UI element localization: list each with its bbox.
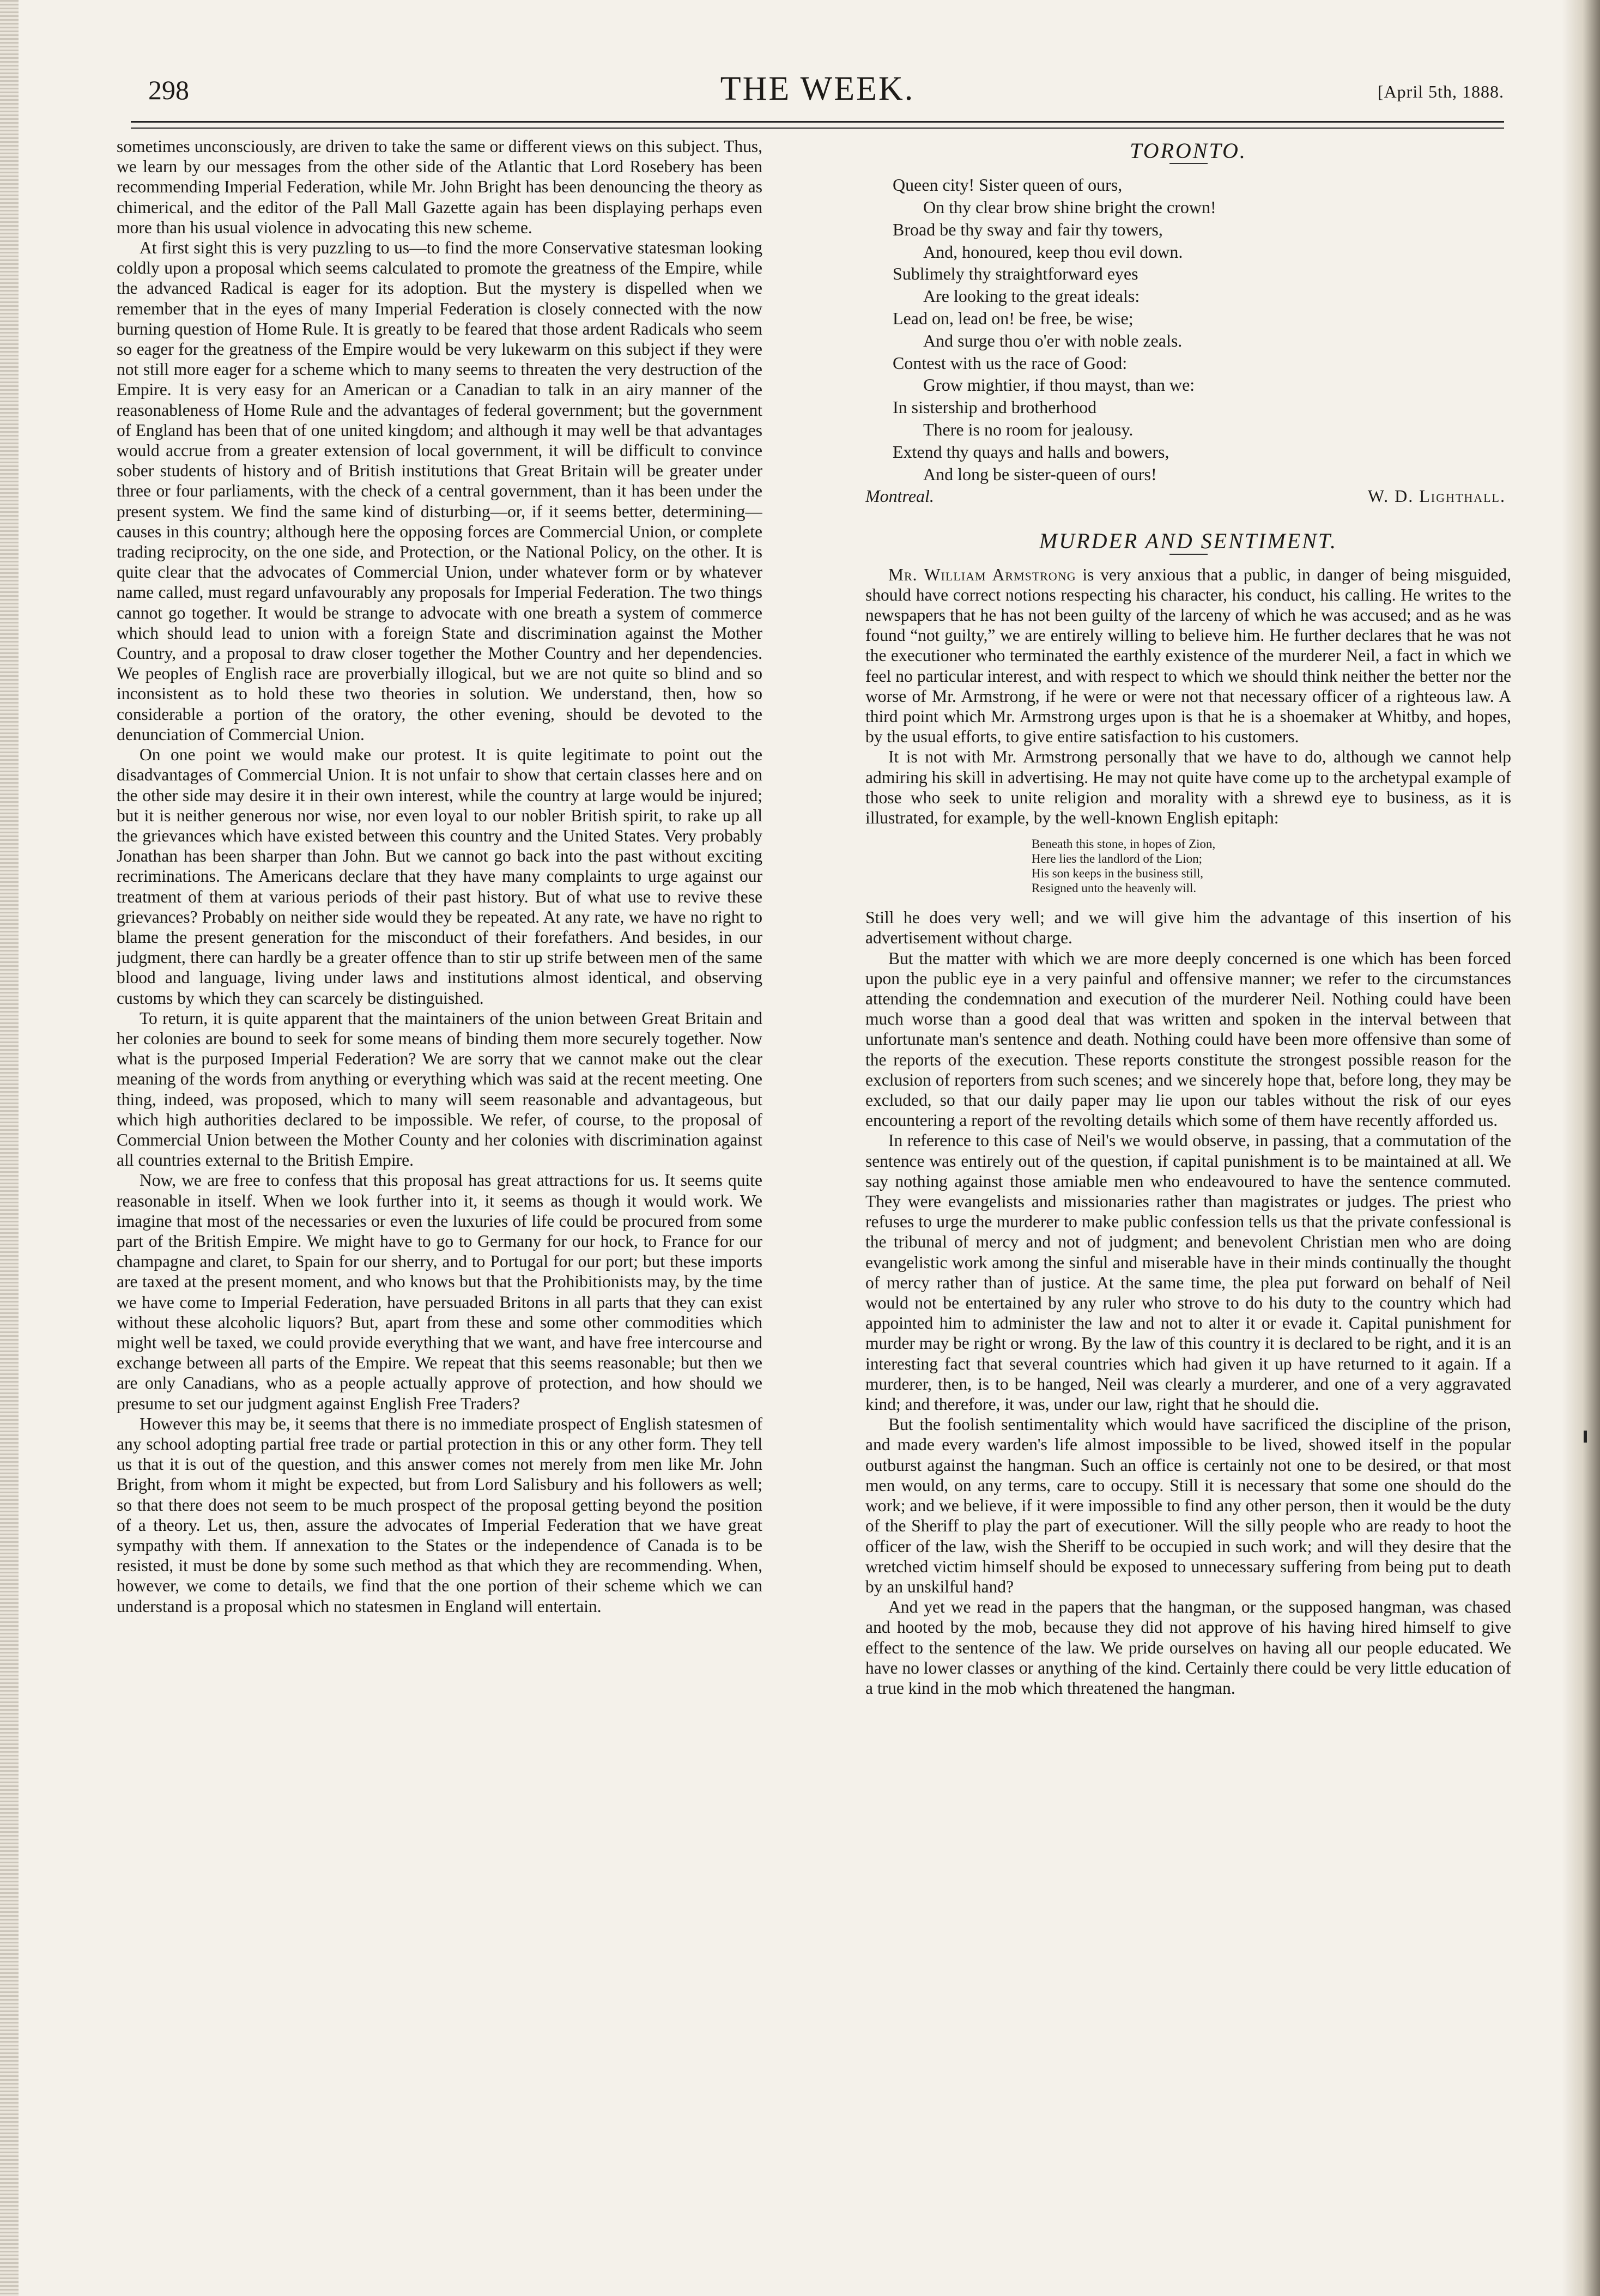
paragraph: sometimes unconsciously, are driven to take the same or different views on this subject. Thus, we learn by our messages from the other side of the Atlantic that Lord Rosebery has been recommending Imperial Federation, while Mr. John Bright has been denouncing the theory as chimerical, and the editor of the Pall Mall Gazette again has been displaying perhaps even more than his usual violence in advocating this new scheme. bbox=[117, 137, 762, 237]
title-rule bbox=[1169, 163, 1208, 164]
epitaph bbox=[865, 837, 1511, 895]
poem-place: Montreal. bbox=[865, 486, 934, 506]
poem-line: Grow mightier, if thou mayst, than we: bbox=[923, 375, 1195, 395]
poem-line: Lead on, lead on! be free, be wise; bbox=[893, 308, 1134, 328]
article-title: MURDER AND SENTIMENT. bbox=[1039, 529, 1338, 554]
epitaph-line: His son keeps in the business still, bbox=[1032, 867, 1203, 881]
poem-line: And surge thou o'er with noble zeals. bbox=[923, 330, 1183, 350]
lead-name: Mr. William Armstrong bbox=[888, 565, 1076, 584]
poem-title: TORONTO. bbox=[1130, 138, 1247, 163]
margin-mark bbox=[1584, 1431, 1587, 1443]
poem-line: Queen city! Sister queen of ours, bbox=[893, 175, 1123, 195]
poem-line: And, honoured, keep thou evil down. bbox=[923, 241, 1183, 262]
right-column bbox=[865, 136, 1511, 2251]
paragraph: Now, we are free to confess that this proposal has great attractions for us. It seems quite reasonable in itself. When we look further into it, it seems as though it would work. We imagine that most of the necessaries or even the luxuries of life could be procured from some part of the British Empire. We might have to go to Germany for our hock, to France for our champagne and claret, to Spain for our sherry, and to Portugal for our port; but these imports are taxed at the present moment, and who knows but that the Prohibitionists may, by the time we have come to Imperial Federation, have persuaded Britons in all parts that they can exist without these alcoholic liquors? But, apart from these and some other commodities which might well be taxed, we could provide everything that we want, and have free intercourse and exchange between all parts of the Empire. We repeat that this seems reasonable; but then we are only Canadians, who as a people actually approve of protection, and how should we presume to set our judgment against English Free Traders? bbox=[117, 1171, 762, 1413]
poem-line: Are looking to the great ideals: bbox=[923, 286, 1140, 306]
poem-author: W. D. Lighthall. bbox=[1367, 486, 1506, 506]
scan-left-edge bbox=[0, 0, 19, 2296]
epitaph-line: Here lies the landlord of the Lion; bbox=[1032, 852, 1202, 866]
paragraph: To return, it is quite apparent that the maintainers of the union between Great Britain and her colonies are bound to seek for some means of binding them more securely together. Now what is the purposed Imperial Federation? We are sorry that we cannot make out the clear meaning of the words from anything or everything which was said at the recent meeting. One thing, indeed, was proposed, which to many will seem reasonable and advantageous, but which high authorities declared to be impossible. We refer, of course, to the proposal of Commercial Union between the Mother County and her colonies with discrimination against all countries external to the British Empire. bbox=[117, 1008, 762, 1170]
paragraph: Still he does very well; and we will give him the advantage of this insertion of his advertisement without charge. bbox=[865, 908, 1511, 948]
title-rule bbox=[1169, 554, 1208, 555]
header-rule bbox=[131, 121, 1504, 129]
epitaph-line: Beneath this stone, in hopes of Zion, bbox=[1032, 837, 1216, 851]
poem-line: There is no room for jealousy. bbox=[923, 419, 1134, 439]
page-number: 298 bbox=[148, 75, 189, 105]
poem-signature bbox=[865, 486, 1511, 510]
poem-line: Broad be thy sway and fair thy towers, bbox=[893, 219, 1163, 239]
paragraph: In reference to this case of Neil's we would observe, in passing, that a commutation of the sentence was entirely out of the question, if capital punishment is to be maintained at all. We say nothing against those amiable men who endeavoured to have the sentence commuted. They were evangelists and missionaries rather than magistrates or judges. The priest who refuses to urge the murderer to make public confession tells us that the private confessional is the tribunal of mercy and not of judgment; and benevolent Christian men who are doing evangelistic work among the sinful and miserable have in their minds continually the thought of mercy rather than of justice. At the same time, the plea put forward on behalf of Neil would not be entertained by any ruler who strove to do his duty to the country which had appointed him to administer the law and not to alter it or evade it. Capital punishment for murder may be right or wrong. By the law of this country it is declared to be right, and it is an interesting fact that several countries which had given it up have returned to it again. If a murderer, then, is to be hanged, Neil was clearly a murderer, and one of a very aggravated kind; and therefore, it was, under our law, right that he should die. bbox=[865, 1131, 1511, 1414]
paragraph: And yet we read in the papers that the hangman, or the supposed hangman, was chased and hooted by the mob, because they did not approve of his having hired himself to give effect to the sentence of the law. We pride ourselves on having all our people educated. We have no lower classes or anything of the kind. Certainly there could be very little education of a true kind in the mob which threatened the hangman. bbox=[865, 1597, 1511, 1698]
scan-right-edge bbox=[1562, 0, 1600, 2296]
poem-line: Contest with us the race of Good: bbox=[893, 353, 1128, 373]
issue-date: [April 5th, 1888. bbox=[1377, 82, 1504, 101]
poem-line: On thy clear brow shine bright the crown! bbox=[923, 197, 1216, 217]
paragraph: It is not with Mr. Armstrong personally that we have to do, although we cannot help admiring his skill in advertising. He may not quite have come up to the archetypal example of those who seek to unite religion and morality with a shrewd eye to business, as it is illustrated, for example, by the well-known English epitaph: bbox=[865, 747, 1511, 827]
poem-line: Sublimely thy straightforward eyes bbox=[893, 264, 1138, 284]
left-column bbox=[117, 136, 762, 2251]
paragraph: However this may be, it seems that there is no immediate prospect of English statesmen of any school adopting partial free trade or partial protection in this or any other form. They tell us that it is out of the question, and this answer comes not merely from men like Mr. John Bright, from whom it might be expected, but from Lord Salisbury and his followers as well; so that there does not seem to be much prospect of the proposal getting beyond the position of a theory. Let us, then, assure the advocates of Imperial Federation that we have great sympathy with them. If annexation to the States or the independence of Canada is to be resisted, it must be done by some such method as that which they are recommending. When, however, we come to details, we find that the one portion of their scheme which we can understand is a proposal which no statesmen in England will entertain. bbox=[117, 1414, 762, 1616]
paragraph bbox=[865, 565, 1511, 747]
poem-line: And long be sister-queen of ours! bbox=[923, 464, 1157, 484]
paragraph: But the foolish sentimentality which would have sacrificed the discipline of the prison, and made every warden's life almost impossible to be lived, showed itself in the popular outburst against the hangman. Such an office is certainly not one to be desired, or that most men would, on any terms, care to occupy. Still it is necessary that some one should do the work; and we believe, if it were impossible to find any other person, then it would be the duty of the Sheriff to play the part of executioner. Will the silly people who are ready to hoot the officer of the law, wish the Sheriff to be occupied in such work; and will they desire that the wretched victim himself should be exposed to unnecessary suffering from being put to death by an unskilful hand? bbox=[865, 1415, 1511, 1596]
poem-line: In sistership and brotherhood bbox=[893, 397, 1097, 417]
paragraph: At first sight this is very puzzling to us—to find the more Conservative statesman looking coldly upon a proposal which seems calculated to promote the greatness of the Empire, while the advanced Radical is eager for its adoption. But the mystery is dispelled when we remember that in the eyes of many Imperial Federation is closely connected with the now burning question of Home Rule. It is greatly to be feared that those ardent Radicals who seem so eager for the greatness of the Empire would be very lukewarm on this subject if they were not still more eager for a scheme which to many seems to threaten the very destruction of the Empire. It is very easy for an American or a Canadian to talk in an airy manner of the reasonableness of Home Rule and the advantages of federal government; but the government of England has been that of one united kingdom; and although it may well be that advantages would accrue from a greater extension of local government, it will be difficult to convince sober students of history and of British institutions that Great Britain will be greater under three or four parliaments, with the check of a central government, than it has been under the present system. We find the same kind of disturbing—or, if it seems better, determining—causes in this country; although here the opposing forces are Commercial Union, or complete trading reciprocity, on the one side, and Protection, or the National Policy, on the other. It is quite clear that the advocates of Commercial Union, under whatever form or by whatever name called, must regard unfavourably any proposals for Imperial Federation. The two things cannot go together. It would be strange to advocate with one breath a system of commerce which should lead to union with a foreign State and discrimination against the Mother Country, and a proposal to draw closer together the Mother Country and her dependencies. We peoples of English race are proverbially illogical, but we are not quite so blind and so inconsistent as to hold these two theories in solution. We understand, then, how so considerable a portion of the oratory, the other evening, should be devoted to the denunciation of Commercial Union. bbox=[117, 238, 762, 744]
page-header bbox=[131, 70, 1504, 113]
paragraph: On one point we would make our protest. It is quite legitimate to point out the disadvantages of Commercial Union. It is not unfair to show that certain classes here and on the other side may desire it in their own interest, while the country at large would be injured; but it is neither generous nor wise, nor even loyal to our nobler British spirit, to rake up all the grievances which have existed between this country and the United States. Very probably Jonathan has been sharper than John. But we cannot go back into the past without exciting recriminations. The Americans declare that they have many complaints to urge against our treatment of them at various periods of their past history. But of what use to revive these grievances? Probably on neither side would they be repeated. At any rate, we have no right to blame the present generation for the misconduct of their forefathers. And besides, in our judgment, there can hardly be a greater offence than to stir up strife between men of the same blood and language, living under laws and institutions almost identical, and observing customs by which they can scarcely be distinguished. bbox=[117, 745, 762, 1008]
paragraph: But the matter with which we are more deeply concerned is one which has been forced upon the public eye in a very painful and offensive manner; we refer to the circumstances attending the condemnation and execution of the murderer Neil. Nothing could have been much worse than a good deal that was written and spoken in the interval between that unfortunate man's sentence and death. Nothing could have been more offensive than some of the reports of the execution. These reports constitute the strongest possible reason for the exclusion of reporters from such scenes; and we sincerely hope that, before long, they may be excluded, so that our daily paper may lie upon our tables without the risk of our eyes encountering a report of the revolting details which some of them have recently afforded us. bbox=[865, 948, 1511, 1130]
publication-title: THE WEEK. bbox=[720, 70, 915, 107]
poem-line: Extend thy quays and halls and bowers, bbox=[893, 441, 1169, 462]
poem bbox=[865, 174, 1511, 485]
paragraph-text: is very anxious that a public, in danger of being misguided, should have correct notions respecting his character, his conduct, his calling. He writes to the newspapers that he has not been guilty of the larceny of which he was accused; and as he was found “not guilty,” we are entirely willing to believe him. He further declares that he was not the executioner who terminated the earthly existence of the murderer Neil, a fact in which we feel no particular interest, and with respect to which we should think neither the better nor the worse of Mr. Armstrong, if he were or were not that necessary officer of a righteous law. A third point which Mr. Armstrong urges upon is that he is a shoemaker at Whitby, and hopes, by the usual efforts, to give entire satisfaction to his customers. bbox=[865, 565, 1511, 747]
epitaph-line: Resigned unto the heavenly will. bbox=[1032, 881, 1197, 895]
